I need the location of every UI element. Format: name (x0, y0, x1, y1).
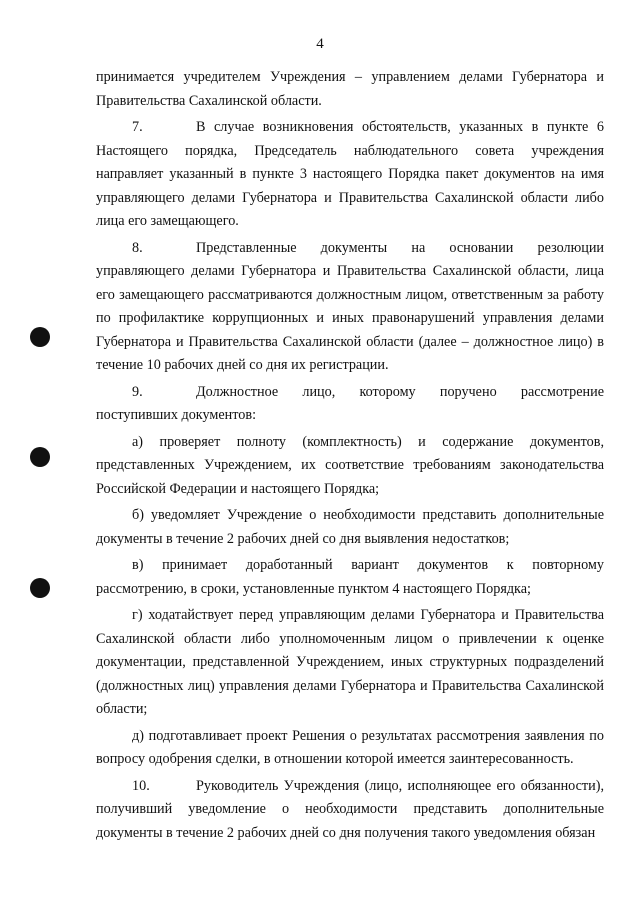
paragraph-10 (96, 775, 604, 846)
paragraph-number: 8. (132, 239, 143, 256)
page-number: 4 (316, 36, 324, 52)
paragraph-text: Представленные документы на основании резолюции управляющего делами Губернатора и Правительства Сахалинской области, лица его замещающего рассматриваются должностным лицом, ответственным за работу по профилактике коррупционных и иных правонарушений управления делами Губернатора и Правительства Сахалинской области (далее – должностное лицо) в течение 10 рабочих дней со дня их регистрации. (96, 239, 604, 373)
subparagraph-v: в) принимает доработанный вариант документов к повторному рассмотрению, в сроки, установленные пунктом 4 настоящего Порядка; (96, 557, 604, 597)
paragraph-7 (96, 116, 604, 234)
paragraph-continuation: принимается учредителем Учреждения – управлением делами Губернатора и Правительства Сахалинской области. (96, 69, 604, 109)
document-body (96, 66, 604, 845)
subparagraph-d: д) подготавливает проект Решения о результатах рассмотрения заявления по вопросу одобрения сделки, в отношении которой имеется заинтересованность. (96, 727, 604, 767)
paragraph-number: 9. (132, 383, 143, 400)
punch-hole (30, 578, 50, 598)
punch-hole (30, 447, 50, 467)
paragraph-8 (96, 237, 604, 378)
paragraph-text: В случае возникновения обстоятельств, указанных в пункте 6 Настоящего порядка, Председатель наблюдательного совета учреждения направляет указанный в пункте 3 настоящего Порядка пакет документов на имя управляющего делами Губернатора и Правительства Сахалинской области либо лица его замещающего. (96, 119, 604, 229)
subparagraph-g: г) ходатайствует перед управляющим делами Губернатора и Правительства Сахалинской области либо уполномоченным лицом о привлечении к оценке документации, представленной Учреждением, иных структурных подразделений (должностных лиц) управления делами Губернатора и Правительства Сахалинской области; (96, 607, 604, 717)
punch-hole (30, 327, 50, 347)
paragraph-text: Должностное лицо, которому поручено рассмотрение поступивших документов: (96, 383, 604, 423)
paragraph-9 (96, 381, 604, 428)
paragraph-text: Руководитель Учреждения (лицо, исполняющее его обязанности), получивший уведомление о необходимости представить дополнительные документы в течение 2 рабочих дней со дня получения такого уведомления обязан (96, 777, 604, 841)
subparagraph-b: б) уведомляет Учреждение о необходимости представить дополнительные документы в течение 2 рабочих дней со дня выявления недостатков; (96, 507, 604, 547)
paragraph-number: 7. (132, 119, 143, 135)
subparagraph-a: а) проверяет полноту (комплектность) и содержание документов, представленных Учреждением, их соответствие требованиям законодательства Российской Федерации и настоящего Порядка; (96, 433, 604, 497)
paragraph-number: 10. (132, 777, 150, 794)
